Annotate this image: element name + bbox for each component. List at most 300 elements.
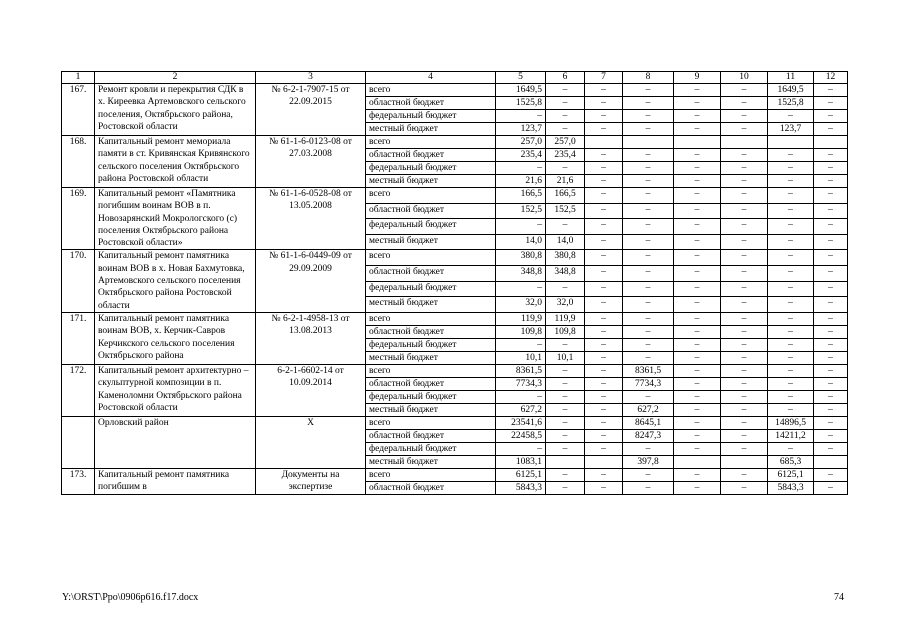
column-number-header: 8	[623, 72, 674, 84]
budget-type: всего	[366, 468, 496, 481]
amount-cell: –	[585, 188, 623, 204]
object-name: Капитальный ремонт архитектурно – скульптурной композиции в п. Каменоломни Октябрьского района Ростовской области	[95, 364, 256, 416]
column-number-header: 7	[585, 72, 623, 84]
amount-cell: 6125,1	[496, 468, 546, 481]
amount-cell: 8247,3	[623, 429, 674, 442]
amount-cell: –	[585, 351, 623, 364]
amount-cell: –	[496, 338, 546, 351]
amount-cell: –	[623, 442, 674, 455]
amount-cell: –	[721, 188, 768, 204]
amount-cell: –	[674, 203, 721, 219]
amount-cell: 1649,5	[496, 84, 546, 97]
amount-cell: –	[814, 281, 848, 297]
amount-cell: –	[768, 188, 814, 204]
amount-cell: –	[585, 377, 623, 390]
amount-cell: –	[814, 429, 848, 442]
amount-cell: 685,3	[768, 455, 814, 468]
amount-cell: –	[546, 364, 585, 377]
amount-cell: 1525,8	[496, 97, 546, 110]
amount-cell: 1525,8	[768, 97, 814, 110]
amount-cell: –	[546, 468, 585, 481]
amount-cell: 627,2	[496, 403, 546, 416]
budget-type: федеральный бюджет	[366, 338, 496, 351]
amount-cell: 380,8	[546, 250, 585, 266]
amount-cell: –	[546, 123, 585, 136]
document-reference: № 6-2-1-4958-13 от 13.08.2013	[256, 312, 366, 364]
amount-cell: 123,7	[768, 123, 814, 136]
amount-cell: –	[721, 325, 768, 338]
amount-cell: –	[674, 219, 721, 235]
amount-cell: –	[496, 442, 546, 455]
amount-cell: –	[623, 481, 674, 494]
amount-cell: –	[674, 234, 721, 250]
amount-cell: –	[721, 266, 768, 282]
amount-cell: 14,0	[496, 234, 546, 250]
amount-cell: –	[674, 377, 721, 390]
amount-cell: –	[674, 281, 721, 297]
amount-cell: –	[814, 175, 848, 188]
amount-cell: –	[768, 203, 814, 219]
amount-cell: 235,4	[546, 149, 585, 162]
budget-type: областной бюджет	[366, 149, 496, 162]
budget-type: всего	[366, 312, 496, 325]
amount-cell: 32,0	[546, 297, 585, 313]
record-number: 168.	[62, 136, 95, 188]
budget-type: федеральный бюджет	[366, 281, 496, 297]
amount-cell: –	[721, 338, 768, 351]
amount-cell: –	[623, 250, 674, 266]
amount-cell: –	[623, 84, 674, 97]
amount-cell: –	[721, 110, 768, 123]
amount-cell: 32,0	[496, 297, 546, 313]
amount-cell: –	[674, 364, 721, 377]
document-reference: № 6-2-1-7907-15 от 22.09.2015	[256, 84, 366, 136]
amount-cell: –	[768, 442, 814, 455]
amount-cell: –	[623, 219, 674, 235]
amount-cell: –	[585, 468, 623, 481]
document-reference: № 61-1-6-0528-08 от 13.05.2008	[256, 188, 366, 250]
amount-cell: –	[768, 175, 814, 188]
amount-cell	[768, 136, 814, 149]
object-name: Капитальный ремонт памятника погибшим в	[95, 468, 256, 494]
amount-cell	[814, 455, 848, 468]
amount-cell: –	[585, 162, 623, 175]
amount-cell: –	[546, 429, 585, 442]
budget-type: федеральный бюджет	[366, 162, 496, 175]
amount-cell: –	[768, 351, 814, 364]
amount-cell: –	[674, 481, 721, 494]
amount-cell: –	[768, 266, 814, 282]
amount-cell: –	[721, 442, 768, 455]
amount-cell: –	[623, 390, 674, 403]
amount-cell: –	[814, 325, 848, 338]
amount-cell: –	[814, 416, 848, 429]
amount-cell: –	[585, 312, 623, 325]
amount-cell: –	[623, 351, 674, 364]
record-number: 167.	[62, 84, 95, 136]
amount-cell: 109,8	[496, 325, 546, 338]
amount-cell: –	[585, 429, 623, 442]
amount-cell: –	[623, 281, 674, 297]
amount-cell: –	[546, 162, 585, 175]
budget-type: областной бюджет	[366, 377, 496, 390]
column-number-header: 4	[366, 72, 496, 84]
table-row	[62, 136, 848, 149]
amount-cell: 5843,3	[496, 481, 546, 494]
table-row	[62, 364, 848, 377]
amount-cell: –	[814, 250, 848, 266]
amount-cell: –	[496, 110, 546, 123]
amount-cell: 123,7	[496, 123, 546, 136]
amount-cell: –	[721, 175, 768, 188]
amount-cell: –	[814, 364, 848, 377]
amount-cell: –	[623, 175, 674, 188]
document-reference: Х	[256, 416, 366, 468]
amount-cell: –	[546, 481, 585, 494]
amount-cell: 1649,5	[768, 84, 814, 97]
budget-type: областной бюджет	[366, 203, 496, 219]
amount-cell: –	[721, 364, 768, 377]
budget-type: местный бюджет	[366, 297, 496, 313]
amount-cell: –	[814, 481, 848, 494]
amount-cell: 380,8	[496, 250, 546, 266]
amount-cell: –	[674, 390, 721, 403]
footer-file-path: Y:\ORST\Ppo\0906p616.f17.docx	[62, 592, 199, 603]
amount-cell: –	[674, 429, 721, 442]
amount-cell: –	[546, 84, 585, 97]
amount-cell: –	[585, 234, 623, 250]
amount-cell: –	[674, 97, 721, 110]
table-header-row	[62, 72, 848, 84]
amount-cell: –	[721, 468, 768, 481]
amount-cell: –	[546, 338, 585, 351]
budget-type: местный бюджет	[366, 351, 496, 364]
amount-cell: –	[674, 266, 721, 282]
amount-cell: 7734,3	[623, 377, 674, 390]
amount-cell: –	[623, 123, 674, 136]
footer-page-number: 74	[834, 592, 844, 603]
amount-cell: –	[814, 234, 848, 250]
amount-cell: 10,1	[496, 351, 546, 364]
amount-cell	[585, 455, 623, 468]
amount-cell: –	[585, 403, 623, 416]
amount-cell: –	[814, 403, 848, 416]
column-number-header: 5	[496, 72, 546, 84]
object-name: Капитальный ремонт «Памятника погибшим воинам ВОВ в п. Новозарянский Мокрологского (с) поселения Октябрьского района Ростовской области»	[95, 188, 256, 250]
amount-cell: –	[546, 390, 585, 403]
amount-cell: 8361,5	[496, 364, 546, 377]
budget-type: всего	[366, 84, 496, 97]
document-reference: № 61-1-6-0449-09 от 29.09.2009	[256, 250, 366, 312]
amount-cell: –	[623, 297, 674, 313]
amount-cell: –	[496, 219, 546, 235]
column-number-header: 11	[768, 72, 814, 84]
amount-cell: 397,8	[623, 455, 674, 468]
amount-cell: –	[814, 312, 848, 325]
document-reference: Документы на экспертизе	[256, 468, 366, 494]
amount-cell: –	[623, 325, 674, 338]
amount-cell: –	[674, 351, 721, 364]
amount-cell: 7734,3	[496, 377, 546, 390]
amount-cell: –	[814, 297, 848, 313]
budget-type: местный бюджет	[366, 123, 496, 136]
amount-cell: 257,0	[496, 136, 546, 149]
amount-cell: –	[496, 162, 546, 175]
amount-cell: –	[585, 97, 623, 110]
amount-cell: –	[768, 403, 814, 416]
table-row	[62, 312, 848, 325]
amount-cell: –	[814, 351, 848, 364]
budget-type: всего	[366, 250, 496, 266]
document-reference: № 61-1-6-0123-08 от 27.03.2008	[256, 136, 366, 188]
amount-cell: 166,5	[496, 188, 546, 204]
amount-cell: –	[674, 416, 721, 429]
object-name: Орловский район	[95, 416, 256, 468]
record-number	[62, 416, 95, 468]
record-number: 173.	[62, 468, 95, 494]
amount-cell: –	[814, 377, 848, 390]
budget-type: всего	[366, 188, 496, 204]
amount-cell	[674, 136, 721, 149]
amount-cell	[623, 136, 674, 149]
amount-cell: 14,0	[546, 234, 585, 250]
column-number-header: 6	[546, 72, 585, 84]
amount-cell: 5843,3	[768, 481, 814, 494]
amount-cell: –	[546, 110, 585, 123]
amount-cell: –	[721, 149, 768, 162]
amount-cell: –	[721, 377, 768, 390]
amount-cell: –	[546, 377, 585, 390]
amount-cell: 166,5	[546, 188, 585, 204]
budget-type: местный бюджет	[366, 455, 496, 468]
table-row	[62, 468, 848, 481]
object-name: Ремонт кровли и перекрытия СДК в х. Киреевка Артемовского сельского поселения, Октябрьского района, Ростовской области	[95, 84, 256, 136]
amount-cell: –	[814, 188, 848, 204]
amount-cell	[674, 455, 721, 468]
budget-type: местный бюджет	[366, 175, 496, 188]
amount-cell: 152,5	[496, 203, 546, 219]
object-name: Капитальный ремонт памятника воинам ВОВ, х. Керчик-Савров Керчикского сельского поселения Октябрьского района	[95, 312, 256, 364]
amount-cell: 235,4	[496, 149, 546, 162]
amount-cell: –	[721, 351, 768, 364]
budget-type: областной бюджет	[366, 97, 496, 110]
amount-cell: 8361,5	[623, 364, 674, 377]
amount-cell: 6125,1	[768, 468, 814, 481]
amount-cell: 627,2	[623, 403, 674, 416]
amount-cell: –	[768, 281, 814, 297]
budget-type: федеральный бюджет	[366, 219, 496, 235]
amount-cell: –	[814, 110, 848, 123]
object-name: Капитальный ремонт памятника воинам ВОВ в х. Новая Бахмутовка, Артемовского сельского поселения Октябрьского района Ростовской области	[95, 250, 256, 312]
amount-cell: –	[674, 442, 721, 455]
amount-cell: –	[814, 266, 848, 282]
budget-type: областной бюджет	[366, 481, 496, 494]
amount-cell: 348,8	[496, 266, 546, 282]
record-number: 169.	[62, 188, 95, 250]
column-number-header: 9	[674, 72, 721, 84]
amount-cell: –	[721, 416, 768, 429]
amount-cell: –	[768, 250, 814, 266]
amount-cell: –	[721, 162, 768, 175]
record-number: 171.	[62, 312, 95, 364]
amount-cell: 1083,1	[496, 455, 546, 468]
amount-cell: –	[546, 442, 585, 455]
table-row	[62, 188, 848, 204]
amount-cell: –	[623, 468, 674, 481]
amount-cell	[814, 136, 848, 149]
amount-cell: –	[623, 266, 674, 282]
amount-cell: –	[585, 110, 623, 123]
budget-type: местный бюджет	[366, 403, 496, 416]
amount-cell: 22458,5	[496, 429, 546, 442]
amount-cell: 109,8	[546, 325, 585, 338]
amount-cell: –	[623, 97, 674, 110]
table-row	[62, 416, 848, 429]
amount-cell: –	[814, 97, 848, 110]
amount-cell: –	[546, 416, 585, 429]
amount-cell: –	[623, 149, 674, 162]
budget-type: федеральный бюджет	[366, 390, 496, 403]
column-number-header: 12	[814, 72, 848, 84]
amount-cell: –	[674, 123, 721, 136]
amount-cell: –	[623, 338, 674, 351]
amount-cell: –	[721, 297, 768, 313]
amount-cell: –	[768, 364, 814, 377]
amount-cell: 119,9	[546, 312, 585, 325]
amount-cell: –	[814, 390, 848, 403]
amount-cell: –	[768, 110, 814, 123]
budget-type: федеральный бюджет	[366, 110, 496, 123]
amount-cell: –	[546, 97, 585, 110]
amount-cell: –	[585, 325, 623, 338]
column-number-header: 1	[62, 72, 95, 84]
amount-cell: 8645,1	[623, 416, 674, 429]
document-reference: 6-2-1-6602-14 от 10.09.2014	[256, 364, 366, 416]
amount-cell: –	[585, 219, 623, 235]
amount-cell: –	[721, 234, 768, 250]
amount-cell: –	[814, 442, 848, 455]
budget-type: всего	[366, 364, 496, 377]
amount-cell: –	[814, 219, 848, 235]
amount-cell: –	[546, 403, 585, 416]
amount-cell: –	[674, 312, 721, 325]
amount-cell: –	[585, 442, 623, 455]
amount-cell: –	[546, 281, 585, 297]
amount-cell: –	[721, 403, 768, 416]
amount-cell: –	[721, 84, 768, 97]
budget-type: местный бюджет	[366, 234, 496, 250]
amount-cell: –	[674, 325, 721, 338]
column-number-header: 2	[95, 72, 256, 84]
amount-cell: –	[814, 84, 848, 97]
amount-cell: –	[623, 203, 674, 219]
amount-cell: –	[768, 219, 814, 235]
amount-cell: 21,6	[496, 175, 546, 188]
amount-cell: –	[768, 325, 814, 338]
amount-cell: –	[674, 84, 721, 97]
amount-cell: 152,5	[546, 203, 585, 219]
amount-cell	[585, 136, 623, 149]
budget-type: областной бюджет	[366, 266, 496, 282]
amount-cell: –	[814, 149, 848, 162]
amount-cell: –	[585, 297, 623, 313]
budget-table	[61, 71, 848, 495]
amount-cell: –	[768, 149, 814, 162]
amount-cell: –	[768, 390, 814, 403]
amount-cell: –	[674, 188, 721, 204]
amount-cell: –	[585, 416, 623, 429]
amount-cell: –	[674, 162, 721, 175]
amount-cell: –	[721, 250, 768, 266]
amount-cell: –	[768, 338, 814, 351]
amount-cell: –	[585, 250, 623, 266]
budget-type: федеральный бюджет	[366, 442, 496, 455]
amount-cell: –	[585, 149, 623, 162]
amount-cell: –	[721, 123, 768, 136]
table-row	[62, 84, 848, 97]
amount-cell: –	[585, 175, 623, 188]
amount-cell: –	[546, 219, 585, 235]
amount-cell: 119,9	[496, 312, 546, 325]
amount-cell: –	[585, 364, 623, 377]
amount-cell: –	[585, 390, 623, 403]
amount-cell: 257,0	[546, 136, 585, 149]
amount-cell: –	[585, 203, 623, 219]
amount-cell: –	[674, 110, 721, 123]
amount-cell: –	[585, 481, 623, 494]
column-number-header: 3	[256, 72, 366, 84]
budget-type: областной бюджет	[366, 325, 496, 338]
budget-type: всего	[366, 136, 496, 149]
amount-cell: –	[721, 219, 768, 235]
amount-cell: –	[674, 149, 721, 162]
amount-cell: –	[721, 390, 768, 403]
amount-cell: –	[674, 175, 721, 188]
amount-cell: –	[623, 234, 674, 250]
amount-cell: –	[623, 188, 674, 204]
amount-cell: –	[623, 162, 674, 175]
amount-cell: –	[721, 97, 768, 110]
amount-cell: –	[768, 312, 814, 325]
amount-cell: –	[674, 297, 721, 313]
amount-cell: –	[768, 297, 814, 313]
amount-cell: –	[721, 429, 768, 442]
amount-cell: –	[814, 123, 848, 136]
table-row	[62, 250, 848, 266]
amount-cell: –	[814, 162, 848, 175]
record-number: 170.	[62, 250, 95, 312]
amount-cell: –	[496, 390, 546, 403]
column-number-header: 10	[721, 72, 768, 84]
amount-cell	[546, 455, 585, 468]
amount-cell: –	[585, 123, 623, 136]
amount-cell: –	[623, 110, 674, 123]
amount-cell: 10,1	[546, 351, 585, 364]
amount-cell: –	[814, 203, 848, 219]
amount-cell: –	[814, 468, 848, 481]
amount-cell	[721, 455, 768, 468]
amount-cell: –	[585, 266, 623, 282]
amount-cell: –	[623, 312, 674, 325]
amount-cell: –	[585, 84, 623, 97]
record-number: 172.	[62, 364, 95, 416]
amount-cell: –	[674, 250, 721, 266]
amount-cell: 21,6	[546, 175, 585, 188]
amount-cell: 14896,5	[768, 416, 814, 429]
amount-cell: 348,8	[546, 266, 585, 282]
budget-type: областной бюджет	[366, 429, 496, 442]
amount-cell: –	[674, 403, 721, 416]
